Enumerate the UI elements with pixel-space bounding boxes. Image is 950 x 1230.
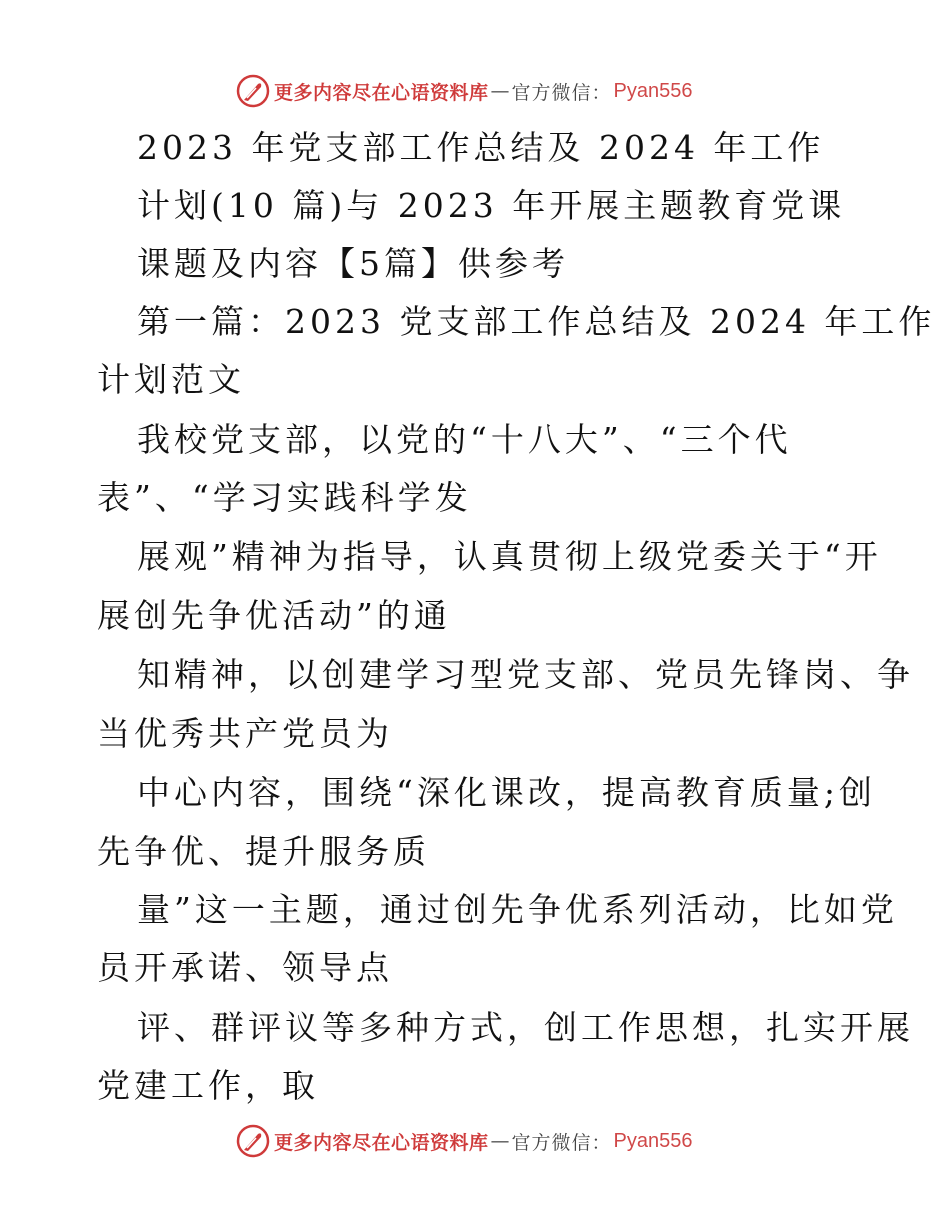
watermark-official-label: 官方微信： — [511, 81, 612, 104]
body-line-10: 员开承诺、领导点 — [97, 948, 393, 987]
body-line-7: 中心内容，围绕“深化课改，提高教育质量;创 — [137, 773, 876, 812]
title-line-1: 2023 年党支部工作总结及 2024 年工作 — [137, 128, 825, 167]
watermark-main-text: 更多内容尽在心语资料库 — [274, 81, 489, 104]
body-line-11: 评、群评议等多种方式，创工作思想，扎实开展 — [137, 1008, 914, 1047]
quill-logo-icon — [236, 1124, 270, 1158]
body-line-9: 量”这一主题，通过创先争优系列活动，比如党 — [137, 890, 898, 929]
footer-watermark — [236, 1124, 693, 1158]
watermark-separator: — — [490, 1130, 510, 1152]
header-watermark — [236, 74, 693, 108]
body-line-2: 表”、“学习实践科学发 — [97, 478, 472, 517]
body-line-4: 展创先争优活动”的通 — [97, 596, 451, 635]
body-line-3: 展观”精神为指导，认真贯彻上级党委关于“开 — [137, 537, 882, 576]
body-line-6: 当优秀共产党员为 — [97, 714, 393, 753]
title-line-3: 课题及内容【5篇】供参考 — [137, 244, 569, 283]
section-heading-line-2: 计划范文 — [97, 360, 245, 399]
watermark-official-label: 官方微信： — [511, 1131, 612, 1154]
body-line-5: 知精神，以创建学习型党支部、党员先锋岗、争 — [137, 655, 914, 694]
watermark-separator: — — [490, 80, 510, 102]
watermark-main-text: 更多内容尽在心语资料库 — [274, 1131, 489, 1154]
body-line-1: 我校党支部，以党的“十八大”、“三个代 — [137, 420, 792, 459]
body-line-8: 先争优、提升服务质 — [97, 832, 430, 871]
quill-logo-icon — [236, 74, 270, 108]
watermark-account: Pyan556 — [613, 1129, 693, 1152]
watermark-account: Pyan556 — [613, 79, 693, 102]
title-line-2: 计划(10 篇)与 2023 年开展主题教育党课 — [137, 186, 846, 225]
body-line-12: 党建工作，取 — [97, 1066, 319, 1105]
section-heading-line-1: 第一篇：2023 党支部工作总结及 2024 年工作 — [137, 302, 936, 341]
